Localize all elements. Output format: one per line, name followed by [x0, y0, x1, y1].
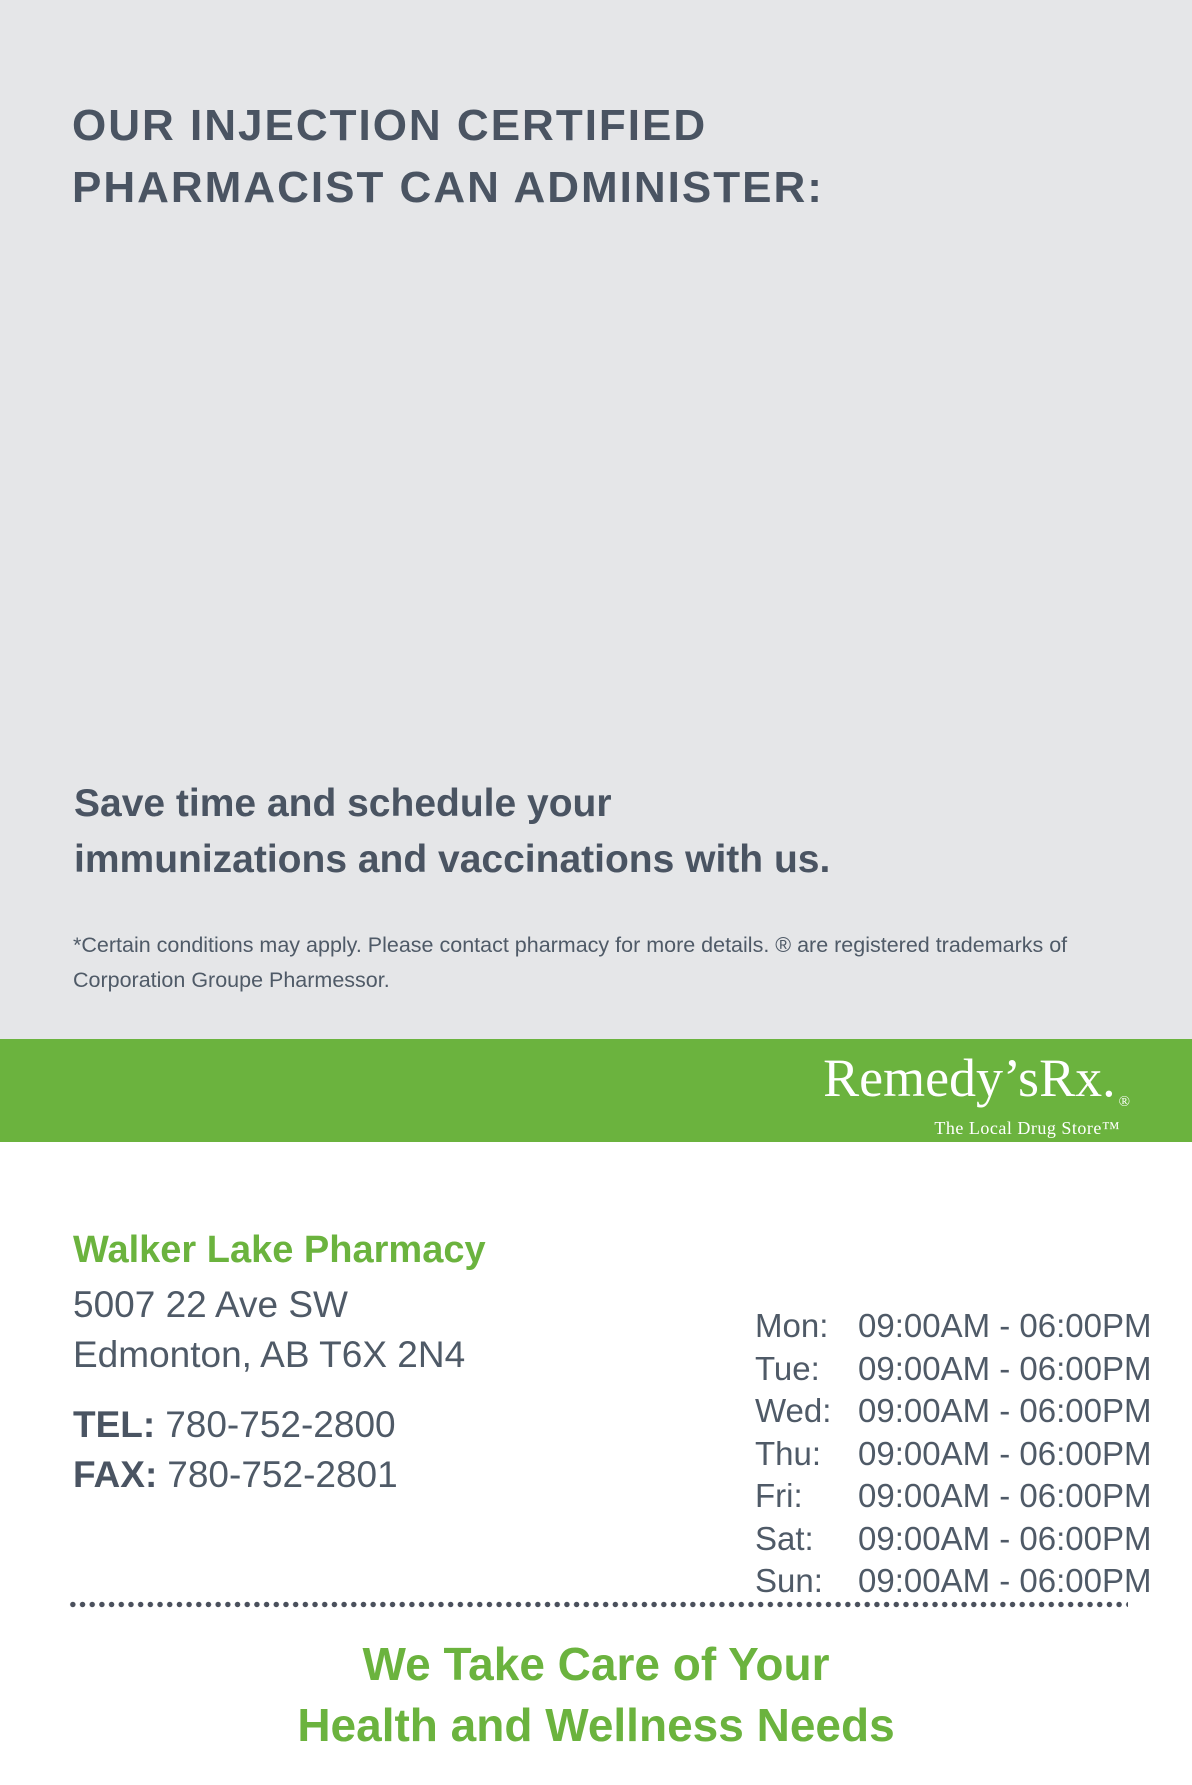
hours-day: Wed: — [755, 1392, 832, 1429]
address-line2: Edmonton, AB T6X 2N4 — [73, 1334, 466, 1375]
footer-tagline — [0, 1634, 1192, 1756]
hours-time: 09:00AM - 06:00PM — [858, 1349, 1152, 1387]
brand-banner — [0, 1039, 1192, 1142]
footer-line1: We Take Care of Your — [362, 1638, 830, 1690]
hours-row-sat — [755, 1518, 1152, 1561]
dotted-divider — [68, 1601, 1128, 1608]
hours-row-thu — [755, 1433, 1152, 1476]
hours-day: Mon: — [755, 1307, 829, 1344]
address-line1: 5007 22 Ave SW — [73, 1284, 348, 1325]
hours-row-fri — [755, 1475, 1152, 1518]
tel-label: TEL: — [73, 1404, 156, 1445]
disclaimer-line2: Corporation Groupe Pharmessor. — [73, 968, 390, 992]
logo-text: Remedy’sRx. — [823, 1048, 1116, 1108]
remedysrx-logo — [823, 1048, 1130, 1138]
disclaimer-text — [73, 928, 1067, 998]
promo-line1: Save time and schedule your — [74, 782, 612, 825]
contact-block — [73, 1228, 486, 1500]
hours-day: Tue: — [755, 1349, 820, 1387]
hours-day: Sun: — [755, 1562, 823, 1599]
promo-line2: immunizations and vaccinations with us. — [74, 838, 831, 881]
fax-row — [73, 1450, 486, 1500]
fax-number: 780-752-2801 — [167, 1454, 398, 1495]
pharmacy-info-section — [0, 1142, 1192, 1785]
logo-tagline: The Local Drug Store™ — [934, 1118, 1120, 1138]
pharmacy-name: Walker Lake Pharmacy — [73, 1229, 486, 1271]
hours-time: 09:00AM - 06:00PM — [858, 1434, 1152, 1472]
hours-row-wed — [755, 1390, 1152, 1433]
hours-time: 09:00AM - 06:00PM — [858, 1392, 1152, 1429]
headline-line1: OUR INJECTION CERTIFIED — [72, 101, 708, 150]
hours-time: 09:00AM - 06:00PM — [858, 1477, 1152, 1514]
phone-block — [73, 1400, 486, 1500]
footer-line2: Health and Wellness Needs — [297, 1699, 895, 1751]
headline-line2: PHARMACIST CAN ADMINISTER: — [72, 163, 824, 212]
hours-day: Sat: — [755, 1519, 814, 1557]
hours-time: 09:00AM - 06:00PM — [858, 1307, 1152, 1344]
hours-time: 09:00AM - 06:00PM — [858, 1562, 1152, 1599]
store-hours — [755, 1305, 1152, 1603]
pharmacy-address — [73, 1280, 486, 1380]
disclaimer-line1: *Certain conditions may apply. Please contact pharmacy for more details. ® are registered trademarks of — [73, 933, 1068, 957]
tel-number: 780-752-2800 — [165, 1404, 396, 1445]
hours-day: Thu: — [755, 1434, 822, 1472]
hours-time: 09:00AM - 06:00PM — [858, 1519, 1152, 1557]
hours-row-sun — [755, 1560, 1152, 1603]
headline — [72, 95, 824, 219]
hours-row-mon — [755, 1305, 1152, 1348]
tel-row — [73, 1400, 486, 1450]
registered-trademark-symbol: ® — [1118, 1094, 1130, 1110]
hours-day: Fri: — [755, 1477, 803, 1514]
fax-label: FAX: — [73, 1454, 158, 1495]
hours-row-tue — [755, 1348, 1152, 1391]
promo-text — [74, 776, 830, 888]
